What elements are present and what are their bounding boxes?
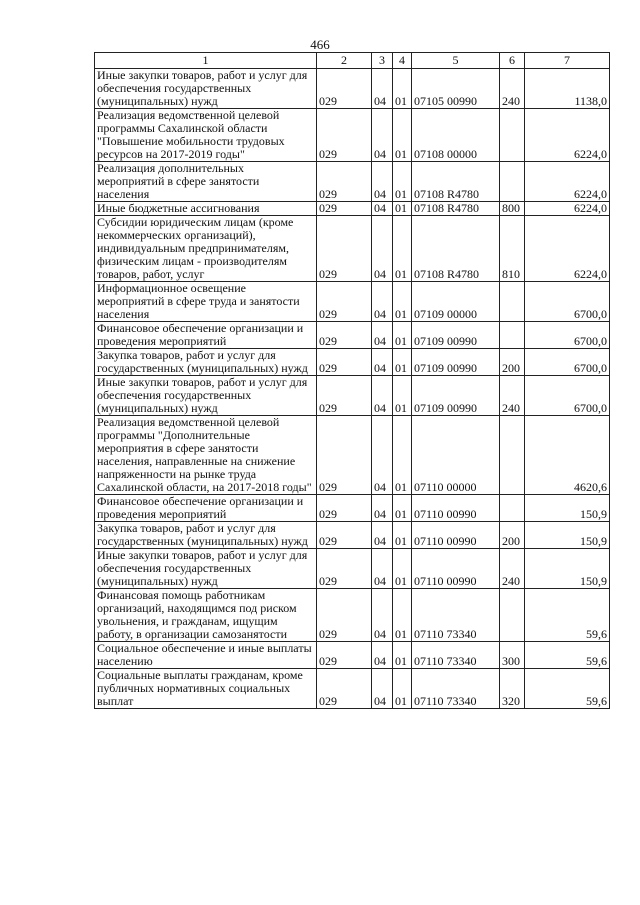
expense-type-code [500,162,525,202]
amount: 59,6 [525,589,610,642]
header-row [95,53,610,69]
item-name: Закупка товаров, работ и услуг для государственных (муниципальных) нужд [95,522,317,549]
expense-type-code: 200 [500,522,525,549]
column-header: 7 [525,53,610,69]
ministry-code: 029 [317,495,372,522]
table-row [95,349,610,376]
section-code: 04 [372,69,393,109]
target-article-code: 07108 R4780 [412,216,500,282]
subsection-code: 01 [393,202,412,216]
target-article-code: 07110 73340 [412,589,500,642]
section-code: 04 [372,416,393,495]
ministry-code: 029 [317,162,372,202]
section-code: 04 [372,669,393,709]
table-row [95,495,610,522]
ministry-code: 029 [317,216,372,282]
subsection-code: 01 [393,162,412,202]
column-header: 6 [500,53,525,69]
subsection-code: 01 [393,416,412,495]
amount: 150,9 [525,522,610,549]
subsection-code: 01 [393,376,412,416]
table-row [95,109,610,162]
table-row [95,549,610,589]
amount: 6700,0 [525,349,610,376]
ministry-code: 029 [317,376,372,416]
amount: 1138,0 [525,69,610,109]
target-article-code: 07105 00990 [412,69,500,109]
amount: 150,9 [525,549,610,589]
target-article-code: 07110 00000 [412,416,500,495]
ministry-code: 029 [317,642,372,669]
subsection-code: 01 [393,322,412,349]
amount: 6224,0 [525,109,610,162]
target-article-code: 07108 R4780 [412,202,500,216]
target-article-code: 07110 00990 [412,495,500,522]
section-code: 04 [372,589,393,642]
table-row [95,416,610,495]
subsection-code: 01 [393,349,412,376]
table-row [95,202,610,216]
table-row [95,376,610,416]
target-article-code: 07108 R4780 [412,162,500,202]
amount: 6224,0 [525,162,610,202]
subsection-code: 01 [393,522,412,549]
table-row [95,162,610,202]
subsection-code: 01 [393,495,412,522]
item-name: Реализация дополнительных мероприятий в сфере занятости населения [95,162,317,202]
section-code: 04 [372,549,393,589]
section-code: 04 [372,202,393,216]
amount: 59,6 [525,669,610,709]
ministry-code: 029 [317,549,372,589]
item-name: Финансовое обеспечение организации и проведения мероприятий [95,322,317,349]
column-header: 1 [95,53,317,69]
target-article-code: 07110 00990 [412,549,500,589]
ministry-code: 029 [317,349,372,376]
subsection-code: 01 [393,216,412,282]
amount: 6224,0 [525,216,610,282]
ministry-code: 029 [317,202,372,216]
expense-type-code: 300 [500,642,525,669]
expense-type-code [500,109,525,162]
target-article-code: 07108 00000 [412,109,500,162]
item-name: Реализация ведомственной целевой программы "Дополнительные мероприятия в сфере занятости населения, направленные на снижение напряженности на рынке труда Сахалинской области, на 2017-2018 годы" [95,416,317,495]
table-row [95,216,610,282]
expense-type-code: 240 [500,549,525,589]
expense-type-code: 240 [500,376,525,416]
table-row [95,69,610,109]
table-body [95,69,610,709]
table-row [95,669,610,709]
target-article-code: 07109 00000 [412,282,500,322]
amount: 150,9 [525,495,610,522]
amount: 59,6 [525,642,610,669]
target-article-code: 07110 73340 [412,669,500,709]
section-code: 04 [372,642,393,669]
target-article-code: 07109 00990 [412,376,500,416]
target-article-code: 07110 00990 [412,522,500,549]
item-name: Информационное освещение мероприятий в сфере труда и занятости населения [95,282,317,322]
amount: 6700,0 [525,376,610,416]
table-row [95,642,610,669]
target-article-code: 07110 73340 [412,642,500,669]
item-name: Иные закупки товаров, работ и услуг для обеспечения государственных (муниципальных) нужд [95,376,317,416]
expense-type-code [500,495,525,522]
section-code: 04 [372,495,393,522]
item-name: Иные закупки товаров, работ и услуг для обеспечения государственных (муниципальных) нужд [95,549,317,589]
ministry-code: 029 [317,69,372,109]
table-row [95,522,610,549]
budget-table [94,52,610,709]
expense-type-code: 240 [500,69,525,109]
column-header: 4 [393,53,412,69]
amount: 6700,0 [525,322,610,349]
subsection-code: 01 [393,109,412,162]
table-row [95,589,610,642]
table-row [95,282,610,322]
expense-type-code [500,416,525,495]
section-code: 04 [372,216,393,282]
section-code: 04 [372,322,393,349]
column-header: 5 [412,53,500,69]
section-code: 04 [372,376,393,416]
section-code: 04 [372,349,393,376]
item-name: Финансовая помощь работникам организаций, находящимся под риском увольнения, и гражданам, ищущим работу, в организации самозанятости [95,589,317,642]
item-name: Закупка товаров, работ и услуг для государственных (муниципальных) нужд [95,349,317,376]
section-code: 04 [372,109,393,162]
ministry-code: 029 [317,322,372,349]
expense-type-code [500,282,525,322]
item-name: Финансовое обеспечение организации и проведения мероприятий [95,495,317,522]
subsection-code: 01 [393,669,412,709]
expense-type-code: 320 [500,669,525,709]
table-row [95,322,610,349]
subsection-code: 01 [393,69,412,109]
subsection-code: 01 [393,589,412,642]
item-name: Иные закупки товаров, работ и услуг для обеспечения государственных (муниципальных) нужд [95,69,317,109]
amount: 4620,6 [525,416,610,495]
expense-type-code: 810 [500,216,525,282]
expense-type-code [500,589,525,642]
subsection-code: 01 [393,282,412,322]
section-code: 04 [372,522,393,549]
item-name: Социальное обеспечение и иные выплаты населению [95,642,317,669]
expense-type-code: 200 [500,349,525,376]
ministry-code: 029 [317,589,372,642]
expense-type-code: 800 [500,202,525,216]
ministry-code: 029 [317,522,372,549]
section-code: 04 [372,162,393,202]
ministry-code: 029 [317,416,372,495]
item-name: Реализация ведомственной целевой программы Сахалинской области "Повышение мобильности трудовых ресурсов на 2017-2019 годы" [95,109,317,162]
subsection-code: 01 [393,549,412,589]
column-header: 3 [372,53,393,69]
ministry-code: 029 [317,669,372,709]
subsection-code: 01 [393,642,412,669]
amount: 6700,0 [525,282,610,322]
item-name: Иные бюджетные ассигнования [95,202,317,216]
page-number: 466 [310,37,330,52]
target-article-code: 07109 00990 [412,349,500,376]
item-name: Субсидии юридическим лицам (кроме некоммерческих организаций), индивидуальным предпринимателям, физическим лицам - производителям товаров, работ, услуг [95,216,317,282]
expense-type-code [500,322,525,349]
target-article-code: 07109 00990 [412,322,500,349]
amount: 6224,0 [525,202,610,216]
item-name: Социальные выплаты гражданам, кроме публичных нормативных социальных выплат [95,669,317,709]
section-code: 04 [372,282,393,322]
ministry-code: 029 [317,109,372,162]
ministry-code: 029 [317,282,372,322]
column-header: 2 [317,53,372,69]
